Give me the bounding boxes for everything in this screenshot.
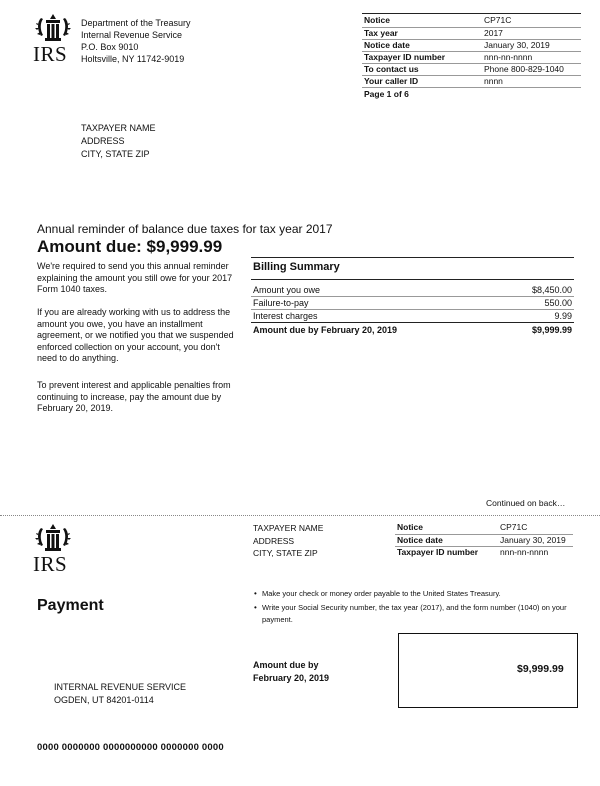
tear-line xyxy=(0,515,600,516)
dept-line: P.O. Box 9010 xyxy=(81,42,139,52)
billing-row: Failure-to-pay 550.00 xyxy=(253,298,572,308)
billing-row: Interest charges 9.99 xyxy=(253,311,572,321)
irs-logo xyxy=(33,14,77,64)
dept-line: Internal Revenue Service xyxy=(81,30,183,40)
irs-eagle-icon xyxy=(33,14,73,44)
voucher-notice-date-row: Notice date January 30, 2019 xyxy=(397,535,566,545)
tax-year-row: Tax year 2017 xyxy=(364,28,503,38)
dept-address xyxy=(81,17,191,65)
dept-line: Department of the Treasury xyxy=(81,18,191,28)
voucher-taxpayer-street: ADDRESS xyxy=(253,535,295,546)
taxpayer-id-row: Taxpayer ID number nnn-nn-nnnn xyxy=(364,52,533,62)
taxpayer-name: TAXPAYER NAME xyxy=(81,123,156,133)
amount-due-title: Amount due: $9,999.99 xyxy=(37,237,223,256)
taxpayer-street: ADDRESS xyxy=(81,136,125,146)
voucher-notice-row: Notice CP71C xyxy=(397,522,528,532)
contact-row: To contact us Phone 800-829-1040 xyxy=(364,64,564,74)
notice-row: Notice CP71C xyxy=(364,15,512,25)
dept-line: Holtsville, NY 11742-9019 xyxy=(81,54,185,64)
payment-title: Payment xyxy=(37,597,104,614)
voucher-taxpayer-name: TAXPAYER NAME xyxy=(253,523,324,533)
voucher-taxpayer-address xyxy=(253,522,323,560)
billing-row: Amount you owe $8,450.00 xyxy=(253,285,572,295)
voucher-irs-logo xyxy=(33,524,77,574)
irs-logo-text: IRS xyxy=(33,42,68,66)
voucher-amount-due-label: Amount due by February 20, 2019 xyxy=(253,660,330,683)
voucher-taxpayer-city: CITY, STATE ZIP xyxy=(253,548,318,558)
intro-paragraph-2: If you are already working with us to address the amount you owe, you have an installment agreement, or we notified you that we suspended enforced collection on your account, you don't need to do anything. xyxy=(37,307,234,363)
billing-total-row: Amount due by February 20, 2019 $9,999.99 xyxy=(253,325,572,335)
irs-mailing-line: INTERNAL REVENUE SERVICE xyxy=(54,682,187,692)
irs-mailing-line: OGDEN, UT 84201-0114 xyxy=(54,695,154,705)
payment-instruction-1: • Make your check or money order payable to the United States Treasury. xyxy=(262,588,582,600)
irs-logo-text: IRS xyxy=(33,552,68,576)
voucher-amount-due-value: $9,999.99 xyxy=(517,663,564,675)
payment-instruction-2: • Write your Social Security number, the tax year (2017), and the form number (1040) on your payment. xyxy=(262,602,582,626)
irs-mailing-address xyxy=(54,681,186,707)
billing-summary-title: Billing Summary xyxy=(253,261,340,273)
scanline: 0000 0000000 0000000000 0000000 0000 xyxy=(37,742,224,753)
continued-on-back: Continued on back… xyxy=(486,498,566,508)
notice-date-row: Notice date January 30, 2019 xyxy=(364,40,550,50)
voucher-taxpayer-id-row: Taxpayer ID number nnn-nn-nnnn xyxy=(397,547,549,557)
intro-paragraph-1: We're required to send you this annual reminder explaining the amount you still owe for your 2017 Form 1040 taxes. xyxy=(37,261,233,294)
taxpayer-city: CITY, STATE ZIP xyxy=(81,149,150,159)
page-label: Page 1 of 6 xyxy=(364,89,409,99)
intro-paragraph-3: To prevent interest and applicable penalties from continuing to increase, pay the amount due by February 20, 2019. xyxy=(37,380,231,413)
notice-subtitle: Annual reminder of balance due taxes for tax year 2017 xyxy=(37,222,333,236)
caller-id-row: Your caller ID nnnn xyxy=(364,76,503,86)
irs-eagle-icon xyxy=(33,524,73,554)
taxpayer-address xyxy=(81,122,156,161)
